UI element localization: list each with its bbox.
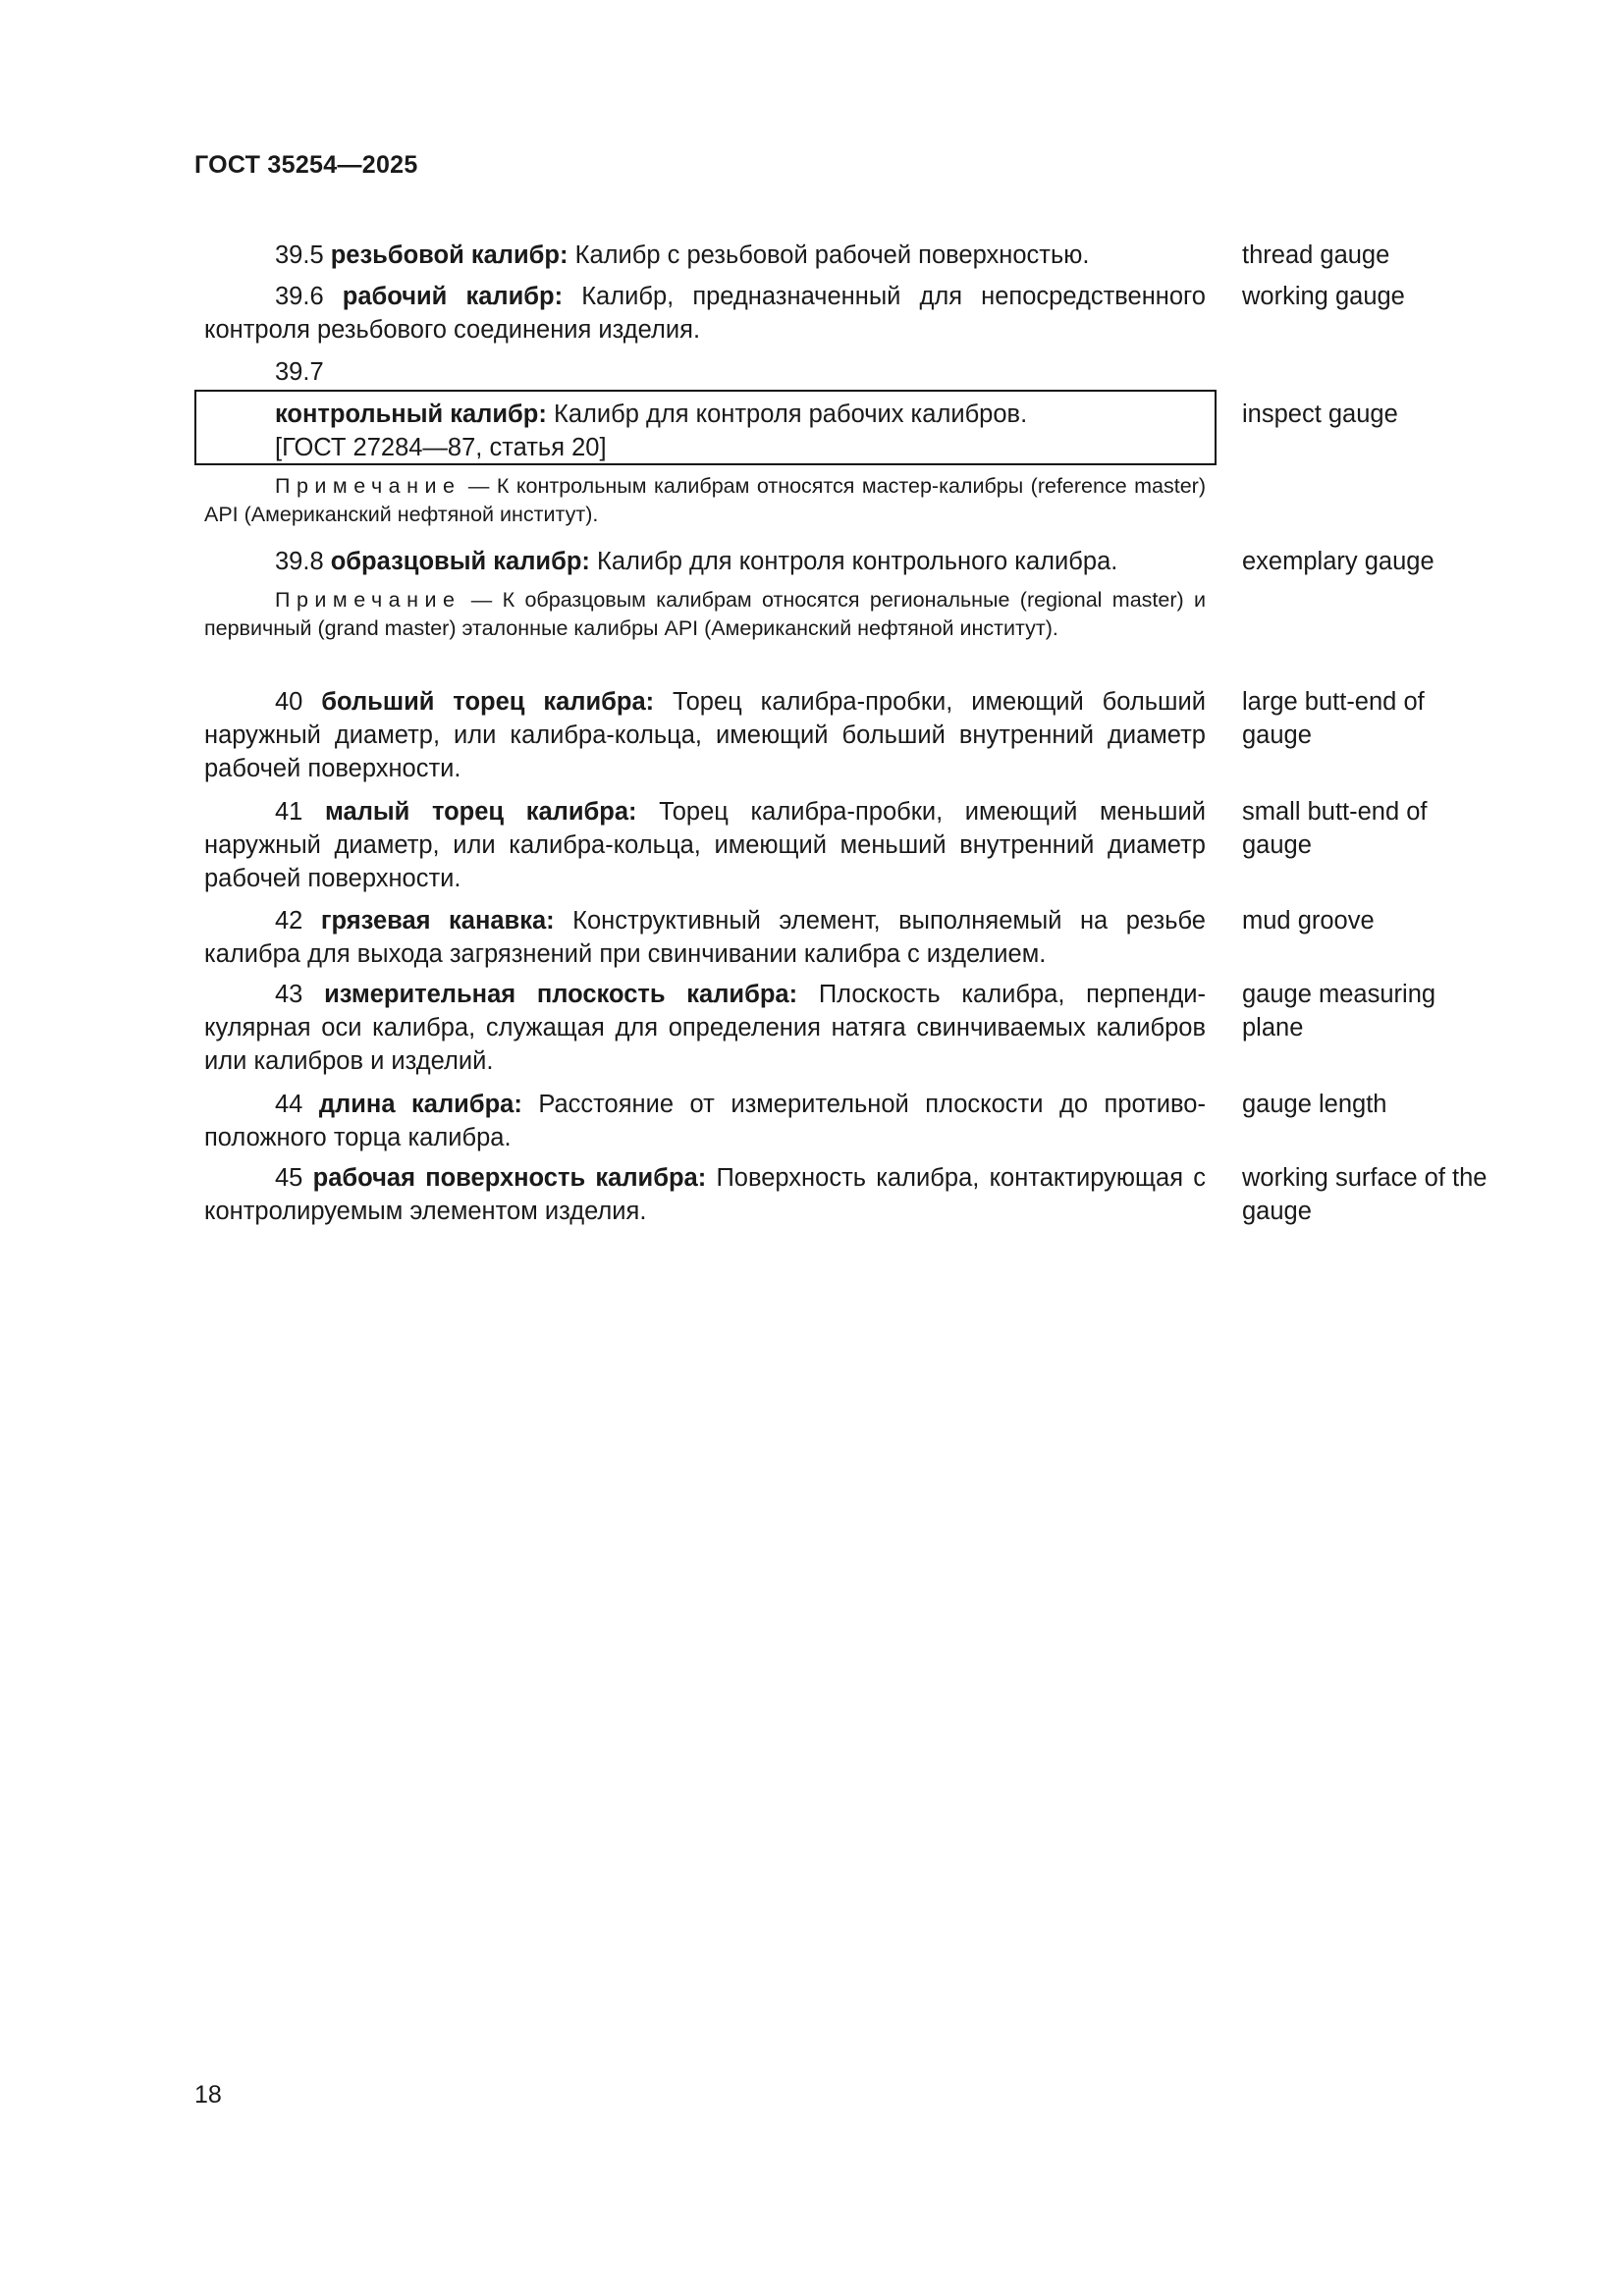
term-name: измерительная плоскость калибра: [324, 981, 798, 1008]
term-english: inspect gauge [1242, 400, 1398, 428]
term-number: 39.8 [275, 548, 324, 575]
term-reference: [ГОСТ 27284—87, статья 20] [275, 434, 607, 461]
term-definition: Калибр, предназначенный для непосредственного контроля резьбового соединения изделия. [204, 283, 1206, 344]
term-definition: Калибр для контроля рабочих калибров. [546, 400, 1028, 428]
term-45 [204, 1161, 1206, 1228]
term-name: контрольный калибр: [275, 400, 547, 428]
term-39-8 [204, 545, 1206, 578]
term-english: gauge length [1242, 1091, 1387, 1118]
term-name: рабочая поверхность калибра: [312, 1164, 707, 1192]
term-name: рабочий калибр: [342, 283, 564, 310]
term-number: 40 [275, 688, 303, 716]
term-english: thread gauge [1242, 241, 1390, 269]
term-name: образцовый калибр: [330, 548, 590, 575]
term-definition: Расстояние от измерительной плоскости до противоположного торца калибра. [204, 1091, 1206, 1151]
term-number: 41 [275, 798, 303, 826]
term-note [204, 472, 1206, 529]
term-41 [204, 795, 1206, 895]
term-number: 45 [275, 1164, 303, 1192]
term-definition: Плоскость калибра, перпендикулярная оси калибра, служащая для определения натяга свинчиваемых калибров или калибров и изделий. [204, 981, 1206, 1075]
term-40 [204, 685, 1206, 785]
term-english: working gauge [1242, 283, 1405, 310]
term-39-7 [275, 398, 1198, 464]
term-44 [204, 1088, 1206, 1154]
term-english: small butt-end of gauge [1242, 798, 1428, 859]
term-number: 44 [275, 1091, 303, 1118]
term-number: 42 [275, 907, 303, 934]
term-name: длина калибра: [318, 1091, 522, 1118]
term-english: working surface of the gauge [1242, 1164, 1488, 1225]
term-definition: Торец калибра-пробки, имеющий больший наружный диаметр, или калибра-кольца, имеющий больший внутренний диаметр рабочей поверхности. [204, 688, 1206, 782]
term-note [204, 586, 1206, 643]
term-english: mud groove [1242, 907, 1375, 934]
term-name: больший торец калибра: [321, 688, 655, 716]
note-text: — К образцовым калибрам относятся региональные (regional master) и первичный (grand master) эталонные калибры API (Американский нефтяной институт). [204, 588, 1206, 640]
term-english: gauge measuring plane [1242, 981, 1436, 1041]
term-number: 39.7 [275, 358, 324, 386]
term-39-5 [204, 239, 1206, 272]
term-english: exemplary gauge [1242, 548, 1435, 575]
page-number: 18 [194, 2081, 222, 2109]
term-definition: Торец калибра-пробки, имеющий меньший наружный диаметр, или калибра-кольца, имеющий меньший внутренний диаметр рабочей поверхности. [204, 798, 1206, 892]
note-label: Примечание [275, 474, 461, 498]
document-header: ГОСТ 35254—2025 [194, 151, 418, 179]
note-text: — К контрольным калибрам относятся мастер-калибры (reference master) API (Американский нефтяной институт). [204, 474, 1206, 526]
term-39-6 [204, 280, 1206, 347]
term-42 [204, 904, 1206, 971]
term-number: 39.5 [275, 241, 324, 269]
term-43 [204, 978, 1206, 1078]
term-definition: Калибр с резьбовой рабочей поверхностью. [568, 241, 1090, 269]
term-english: large butt-end of gauge [1242, 688, 1425, 749]
term-definition: Конструктивный элемент, выполняемый на резьбе калибра для выхода загрязнений при свинчивании калибра с изделием. [204, 907, 1206, 968]
term-definition: Калибр для контроля контрольного калибра. [589, 548, 1118, 575]
term-name: малый торец калибра: [324, 798, 637, 826]
term-number: 43 [275, 981, 303, 1008]
term-definition: Поверхность калибра, контактирующая с контролируемым элементом изделия. [204, 1164, 1207, 1225]
term-name: грязевая канавка: [320, 907, 555, 934]
note-label: Примечание [275, 588, 461, 612]
term-number: 39.6 [275, 283, 324, 310]
term-name: резьбовой калибр: [330, 241, 568, 269]
